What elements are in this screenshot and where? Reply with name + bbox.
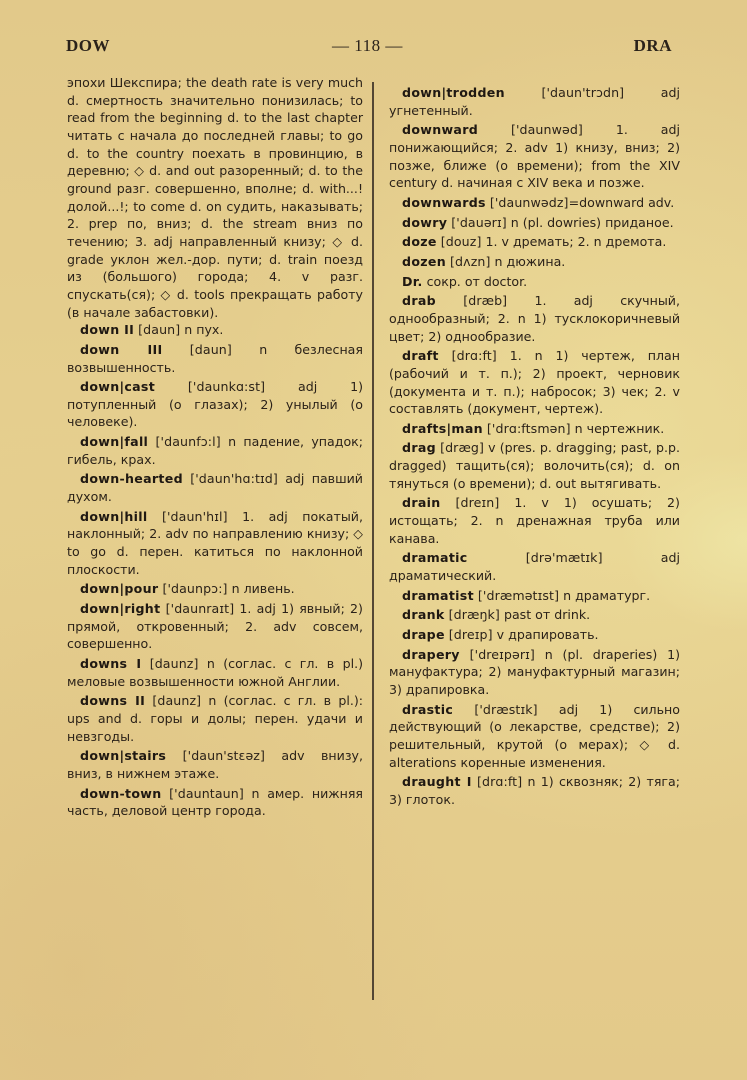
page-header	[62, 36, 672, 60]
definition: 1. adj покатый, наклонный; 2. adv по направлению книзу; ◇ to go d. перен. катиться по наклонной плоскости.	[67, 508, 363, 577]
headword: drapery	[402, 646, 460, 662]
phonetic: ['dauərɪ]	[451, 214, 507, 230]
phonetic: [daun]	[189, 341, 232, 357]
definition: n ливень.	[231, 581, 295, 597]
phonetic: ['daunpɔ:]	[162, 581, 228, 597]
entry	[67, 747, 363, 782]
definition: сокр. от doctor.	[426, 273, 528, 289]
entry	[389, 587, 680, 605]
headword: drag	[402, 440, 436, 456]
headword: dramatic	[402, 550, 468, 566]
headword: downs I	[80, 656, 142, 671]
entry	[67, 785, 363, 820]
headword: downward	[402, 122, 479, 138]
headword: down|fall	[80, 434, 149, 450]
phonetic: ['daunwəd]	[510, 122, 583, 138]
entry	[67, 580, 363, 598]
headword: dramatist	[402, 587, 474, 603]
phonetic: [dreɪp]	[448, 627, 493, 643]
left-guide-word: DOW	[66, 36, 110, 55]
headword: drab	[402, 293, 436, 309]
entry	[389, 494, 680, 547]
right-guide-word: DRA	[633, 36, 672, 55]
entry	[67, 470, 363, 505]
phonetic: ['daun'hɑ:tɪd]	[190, 471, 278, 487]
definition: n падение, упадок; гибель, крах.	[67, 434, 363, 467]
entry	[389, 439, 680, 492]
definition: adj 1) потупленный (о глазах); 2) унылый (о человеке).	[67, 379, 363, 430]
definition: 1. n 1) чертеж, план (рабочий и т. п.); 2) проект, черновик (документа и т. п.); набросок; 3) чек; 2. v составлять (документ, чертеж).	[389, 348, 680, 417]
phonetic: [dræŋk]	[448, 607, 500, 623]
definition: adj драматический.	[389, 550, 680, 584]
phonetic: [daunz]	[149, 656, 199, 671]
entry	[389, 214, 680, 232]
headword: drape	[402, 627, 445, 643]
entry	[389, 84, 680, 119]
entry	[67, 341, 363, 376]
headword: down-town	[80, 785, 162, 801]
definition: n (pl. dowries) приданое.	[510, 214, 674, 230]
definition: n амер. нижняя часть, деловой центр города.	[67, 785, 363, 819]
entry	[389, 549, 680, 584]
definition: v драпировать.	[496, 627, 599, 643]
entry	[389, 253, 680, 271]
phonetic: ['dræstɪk]	[474, 701, 538, 717]
left-column	[67, 74, 363, 822]
definition: 1. v дремать; 2. n дремота.	[485, 234, 667, 250]
entry	[389, 646, 680, 699]
headword: dozen	[402, 253, 447, 269]
definition: 1. v 1) осушать; 2) истощать; 2. n дренажная труба или канава.	[389, 495, 680, 546]
phonetic: ['daunraɪt]	[165, 601, 235, 617]
phonetic: ['daun'hɪl]	[161, 508, 228, 524]
headword: down|right	[80, 601, 161, 617]
headword: draught I	[402, 774, 472, 790]
phonetic: [daunz]	[152, 693, 202, 709]
headword: down|pour	[80, 581, 159, 597]
phonetic: [douz]	[440, 234, 482, 250]
definition: =downward adv.	[568, 194, 675, 210]
phonetic: ['daunkɑ:st]	[187, 379, 266, 395]
headword: down III	[80, 341, 163, 357]
definition: n пух.	[184, 322, 224, 338]
phonetic: [drɑ:ft]	[477, 774, 523, 790]
headword: downwards	[402, 194, 486, 210]
definition: n 1) сквозняк; 2) тяга; 3) глоток.	[389, 774, 680, 807]
entry	[389, 626, 680, 644]
phonetic: [daun]	[138, 322, 181, 338]
definition: n дюжина.	[494, 253, 566, 269]
phonetic: ['dauntaun]	[169, 785, 244, 801]
headword: down-hearted	[80, 471, 183, 487]
phonetic: ['daun'stɛəz]	[182, 748, 266, 764]
phonetic: [dræg]	[440, 440, 485, 456]
entry	[389, 233, 680, 251]
headword: down|stairs	[80, 748, 167, 764]
definition: adj павший духом.	[67, 471, 363, 505]
definition: 1. adj 1) явный; 2) прямой, откровенный; 2. adv совсем, совершенно.	[67, 601, 363, 652]
continuation-text: эпохи Шекспира; the death rate is very much d. смертность значительно понизилась; to read from the beginning d. to the last chapter читать с начала до последней главы; to go d. to the country поехать в провинцию, в деревню; ◇ d. and out разоренный; d. to the ground разг. совершенно, вполне; d. with...! долой...!; to come d. on судить, наказывать; 2. prep по, вниз; d. the stream вниз по течению; 3. adj направленный книзу; ◇ d. grade уклон жел.-дор. пути; d. train поезд из (большого) города; 4. v разг. спускать(ся); ◇ d. tools прекращать работу (в начале забастовки).	[67, 75, 363, 320]
phonetic: ['daun'trɔdn]	[541, 85, 625, 100]
definition: n (pl. draperies) 1) мануфактура; 2) мануфактурный магазин; 3) драпировка.	[389, 646, 680, 697]
column-divider	[372, 82, 374, 1000]
headword: Dr.	[402, 273, 423, 289]
entry	[389, 347, 680, 418]
phonetic: ['dreɪpərɪ]	[469, 646, 535, 662]
definition: n безлесная возвышенность.	[67, 341, 363, 375]
phonetic: ['dræmətɪst]	[477, 587, 560, 603]
headword: doze	[402, 234, 437, 250]
phonetic: [dʌzn]	[450, 253, 491, 269]
phonetic: ['drɑ:ftsmən]	[486, 420, 571, 436]
headword: drafts|man	[402, 420, 483, 436]
headword: down|trodden	[402, 85, 505, 100]
definition: adj 1) сильно действующий (о лекарстве, средстве); 2) решительный, крутой (о мерах); ◇ d. alterations коренные изменения.	[389, 701, 680, 770]
headword: down|hill	[80, 508, 148, 524]
entry	[389, 773, 680, 808]
entry	[389, 606, 680, 624]
headword: downs II	[80, 693, 146, 709]
phonetic: [drə'mætɪk]	[525, 550, 603, 566]
definition: adj угнетенный.	[389, 85, 680, 118]
headword: drain	[402, 495, 441, 511]
definition: n драматург.	[563, 587, 651, 603]
phonetic: [dræb]	[463, 293, 508, 309]
entry	[389, 121, 680, 192]
headword: drastic	[402, 701, 454, 717]
phonetic: ['daunwədz]	[489, 194, 569, 210]
headword: down|cast	[80, 379, 156, 395]
entry	[67, 600, 363, 653]
entry	[389, 292, 680, 345]
entry	[67, 378, 363, 431]
entry	[389, 273, 680, 291]
phonetic: [drɑ:ft]	[451, 348, 497, 364]
entry	[67, 508, 363, 579]
entry	[67, 433, 363, 468]
definition: past от drink.	[503, 607, 591, 623]
headword: dowry	[402, 214, 448, 230]
entry	[389, 420, 680, 438]
headword: drank	[402, 607, 445, 623]
phonetic: ['daunfɔ:l]	[155, 434, 221, 450]
definition: n (соглас. с гл. в pl.): ups and d. горы и долы; перен. удачи и невзгоды.	[67, 693, 363, 744]
entry	[67, 655, 363, 690]
right-column	[389, 84, 680, 811]
page-number: — 118 —	[332, 36, 403, 55]
definition: n чертежник.	[574, 420, 665, 436]
entry	[389, 194, 680, 212]
phonetic: [dreɪn]	[455, 495, 500, 511]
headword: down II	[80, 322, 135, 338]
definition: v (pres. p. dragging; past, p.p. dragged) тащить(ся); волочить(ся); d. on тянуться (о времени); d. out вытягивать.	[389, 440, 680, 491]
entry	[389, 701, 680, 772]
headword: draft	[402, 348, 439, 364]
entry	[67, 321, 363, 339]
definition: 1. adj скучный, однообразный; 2. n 1) тусклокоричневый цвет; 2) однообразие.	[389, 293, 680, 344]
definition: 1. adj понижающийся; 2. adv 1) книзу, вниз; 2) позже, ближе (о времени); from the XIV century d. начиная с XIV века и позже.	[389, 122, 680, 191]
definition: n (соглас. с гл. в pl.) меловые возвышенности южной Англии.	[67, 656, 363, 689]
definition: adv внизу, вниз, в нижнем этаже.	[67, 748, 363, 781]
entry	[67, 692, 363, 745]
